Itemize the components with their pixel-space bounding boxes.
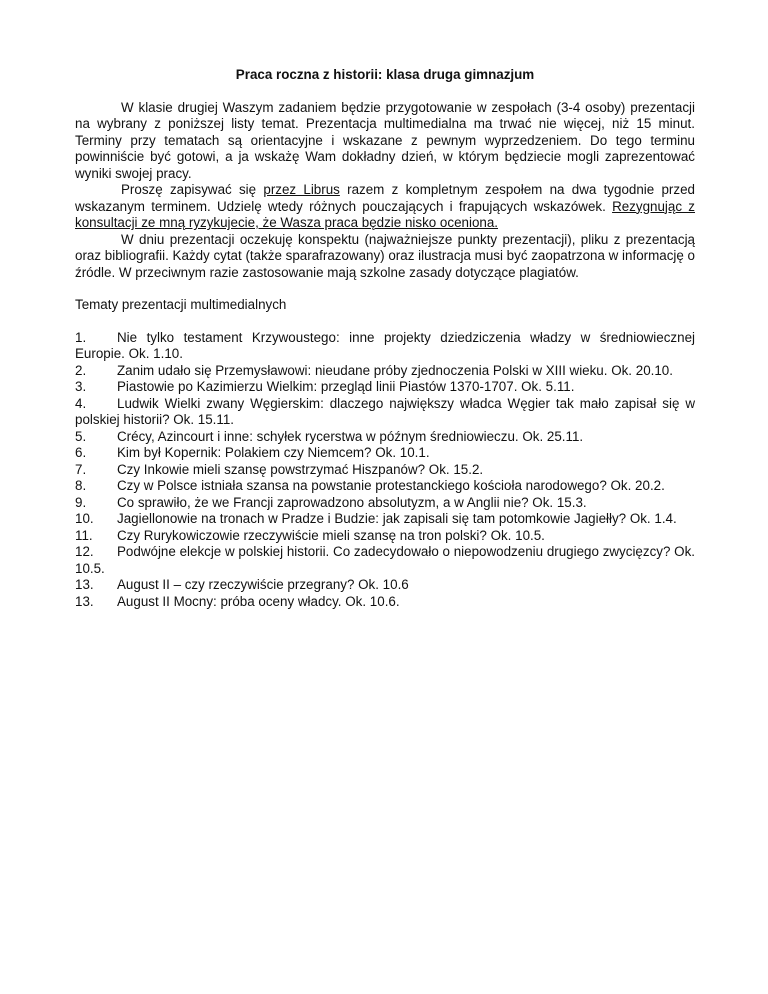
topic-text: Kim był Kopernik: Polakiem czy Niemcem? Ok. 10.1. xyxy=(117,445,430,460)
librus-underlined: przez Librus xyxy=(263,182,340,197)
topic-number: 6. xyxy=(75,445,87,460)
presentation-requirements-paragraph: W dniu prezentacji oczekuję konspektu (najważniejsze punkty prezentacji), pliku z prezentacją oraz bibliografii. Każdy cytat (także sparafrazowany) oraz ilustracja musi być zaopatrzona w informację o źródle. W przeciwnym razie zastosowanie mają szkolne zasady dotyczące plagiatów. xyxy=(75,231,695,280)
topic-item xyxy=(75,528,695,545)
topics-heading: Tematy prezentacji multimedialnych xyxy=(75,297,287,312)
topic-item xyxy=(75,594,695,611)
consultation-warning: Rezygnując z konsultacji ze mną ryzykujecie, że Wasza praca będzie nisko oceniona. xyxy=(75,198,695,230)
topic-number: 3. xyxy=(75,379,87,394)
topic-item xyxy=(75,478,695,495)
topic-number: 11. xyxy=(75,527,93,543)
topic-number: 13. xyxy=(75,593,94,609)
topic-number: 5. xyxy=(75,428,87,444)
topic-text: Czy w Polsce istniała szansa na powstanie protestanckiego kościoła narodowego? Ok. 20.2. xyxy=(117,478,665,493)
document-title: Praca roczna z historii: klasa druga gimnazjum xyxy=(235,67,535,82)
topic-number: 13. xyxy=(75,577,94,592)
topic-number: 1. xyxy=(75,329,87,345)
topic-item xyxy=(75,396,695,429)
signup-paragraph xyxy=(75,182,695,232)
topic-number: 8. xyxy=(75,478,87,493)
topic-number: 10. xyxy=(75,511,94,526)
topic-item xyxy=(75,330,695,363)
topic-item xyxy=(75,462,695,479)
topic-text: Piastowie po Kazimierzu Wielkim: przegląd linii Piastów 1370-1707. Ok. 5.11. xyxy=(117,379,575,394)
topic-item xyxy=(75,363,695,380)
signup-text-2: razem z kompletnym zespołem na dwa tygodnie przed wskazanym terminem. Udzielę wtedy różnych pouczających i frapujących wskazówek. xyxy=(75,182,695,214)
topic-text: Nie tylko testament Krzywoustego: inne projekty dziedziczenia władzy w średniowiecznej Europie. Ok. 1.10. xyxy=(75,329,695,361)
topic-text: Czy Rurykowiczowie rzeczywiście mieli szansę na tron polski? Ok. 10.5. xyxy=(117,527,545,543)
topic-text: Czy Inkowie mieli szansę powstrzymać Hiszpanów? Ok. 15.2. xyxy=(117,461,484,477)
topics-list xyxy=(75,330,695,611)
topic-text: Co sprawiło, że we Francji zaprowadzono absolutyzm, a w Anglii nie? Ok. 15.3. xyxy=(117,494,587,510)
topic-item xyxy=(75,511,695,528)
topic-item xyxy=(75,544,695,577)
topic-text: Jagiellonowie na tronach w Pradze i Budzie: jak zapisali się tam potomkowie Jagiełły? Ok. 1.4. xyxy=(117,511,677,526)
topic-number: 4. xyxy=(75,395,87,411)
topic-item xyxy=(75,495,695,512)
topic-text: August II Mocny: próba oceny władcy. Ok. 10.6. xyxy=(117,593,400,609)
topic-text: Zanim udało się Przemysławowi: nieudane próby zjednoczenia Polski w XIII wieku. Ok. 20.10. xyxy=(117,362,673,378)
topic-text: Podwójne elekcje w polskiej historii. Co zadecydowało o niepowodzeniu drugiego zwycięzcy? Ok. 10.5. xyxy=(75,544,695,576)
intro-paragraph: W klasie drugiej Waszym zadaniem będzie przygotowanie w zespołach (3-4 osoby) prezentacji na wybrany z poniższej listy temat. Prezentacja multimedialna ma trwać nie więcej, niż 15 minut. Terminy przy tematach są orientacyjne i wskazane z pewnym wyprzedzeniem. Do tego terminu powinniście być gotowi, a ja wskażę Wam dokładny dzień, w którym będziecie mogli zaprezentować wyniki swojej pracy. xyxy=(75,99,695,181)
topic-number: 12. xyxy=(75,544,94,559)
signup-text-1: Proszę zapisywać się xyxy=(121,182,264,197)
topic-number: 2. xyxy=(75,362,87,378)
topic-number: 9. xyxy=(75,494,87,510)
topic-item xyxy=(75,577,695,594)
topic-item xyxy=(75,445,695,462)
topic-number: 7. xyxy=(75,461,87,477)
topic-text: August II – czy rzeczywiście przegrany? Ok. 10.6 xyxy=(117,577,409,592)
topic-text: Crécy, Azincourt i inne: schyłek rycerstwa w późnym średniowieczu. Ok. 25.11. xyxy=(117,428,584,444)
topic-text: Ludwik Wielki zwany Węgierskim: dlaczego największy władca Węgier tak mało zapisał się w polskiej historii? Ok. 15.11. xyxy=(75,395,695,427)
topic-item xyxy=(75,429,695,446)
topic-item xyxy=(75,379,695,396)
document-page xyxy=(75,67,695,610)
